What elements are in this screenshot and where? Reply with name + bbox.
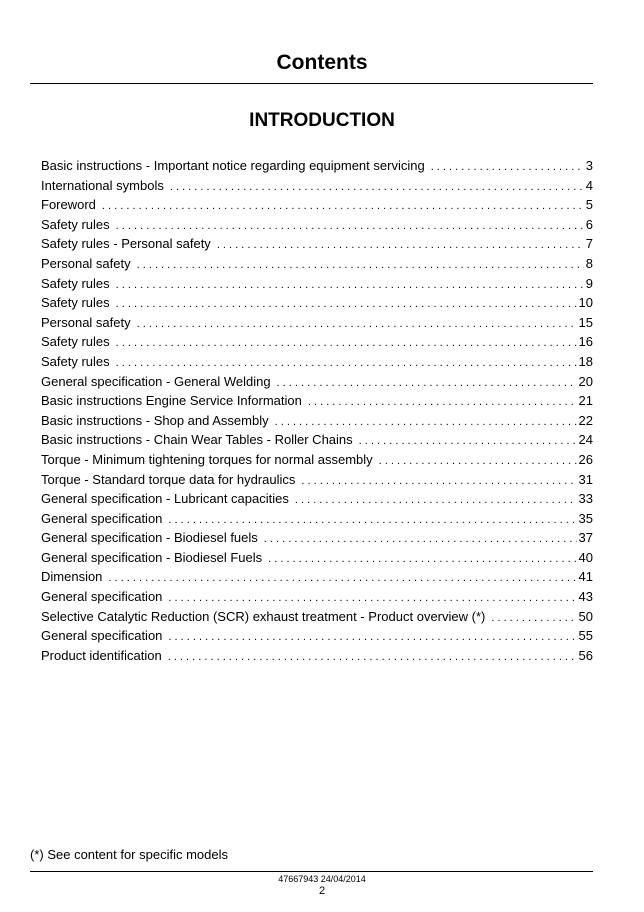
toc-entry-page: 3 (585, 158, 593, 173)
toc-entry-page: 10 (578, 295, 593, 311)
toc-entry-page: 20 (578, 373, 593, 389)
toc-dot-leader (116, 276, 584, 296)
toc-entry-page: 16 (578, 334, 593, 350)
table-of-contents (41, 156, 593, 665)
toc-dot-leader (379, 452, 577, 472)
toc-entry-title: General specification (41, 510, 163, 526)
toc-entry-title: Safety rules (41, 353, 110, 369)
toc-dot-leader (264, 530, 577, 550)
toc-entry[interactable] (41, 411, 593, 431)
toc-entry[interactable] (41, 195, 593, 215)
toc-entry-title: Foreword (41, 197, 96, 213)
toc-dot-leader (102, 197, 584, 217)
toc-entry-page: 43 (578, 589, 593, 605)
toc-entry-title: Safety rules - Personal safety (41, 236, 211, 252)
toc-entry-page: 35 (578, 510, 593, 526)
toc-entry-page: 33 (578, 491, 593, 507)
toc-dot-leader (116, 334, 577, 354)
toc-entry-title: Basic instructions Engine Service Information (41, 393, 302, 409)
page-number: 2 (318, 885, 326, 897)
toc-entry[interactable] (41, 528, 593, 548)
toc-entry[interactable] (41, 391, 593, 411)
toc-entry[interactable] (41, 567, 593, 587)
toc-entry-title: Basic instructions - Important notice regarding equipment servicing (41, 158, 425, 173)
toc-entry-page: 7 (585, 236, 593, 252)
toc-entry-title: General specification (41, 628, 163, 644)
toc-entry-title: General specification - Biodiesel Fuels (41, 549, 263, 565)
toc-entry[interactable] (41, 587, 593, 607)
toc-entry-page: 31 (578, 471, 593, 487)
toc-entry-page: 50 (578, 608, 593, 624)
footer-divider (30, 871, 593, 872)
toc-entry[interactable] (41, 234, 593, 254)
toc-entry-page: 8 (585, 255, 593, 271)
toc-entry[interactable] (41, 489, 593, 509)
toc-dot-leader (116, 295, 577, 315)
toc-entry[interactable] (41, 509, 593, 529)
toc-entry-title: International symbols (41, 177, 164, 193)
toc-entry-page: 26 (578, 451, 593, 467)
toc-entry-title: Product identification (41, 647, 162, 663)
toc-entry-title: Torque - Standard torque data for hydraulics (41, 471, 296, 487)
toc-dot-leader (137, 256, 584, 276)
toc-entry-page: 4 (585, 177, 593, 193)
toc-dot-leader (277, 374, 577, 394)
toc-entry[interactable] (41, 215, 593, 235)
toc-entry-page: 37 (578, 530, 593, 546)
toc-dot-leader (301, 472, 576, 492)
toc-entry[interactable] (41, 548, 593, 568)
toc-entry-page: 55 (578, 628, 593, 644)
toc-entry-title: Torque - Minimum tightening torques for normal assembly (41, 451, 373, 467)
toc-dot-leader (431, 158, 584, 178)
toc-entry[interactable] (41, 607, 593, 627)
toc-entry[interactable] (41, 293, 593, 313)
toc-entry-page: 22 (578, 412, 593, 428)
document-id: 47667943 24/04/2014 (278, 874, 366, 884)
toc-entry-title: Selective Catalytic Reduction (SCR) exhaust treatment - Product overview (*) (41, 608, 486, 624)
toc-entry[interactable] (41, 352, 593, 372)
toc-entry-page: 9 (585, 275, 593, 291)
toc-dot-leader (217, 236, 584, 256)
toc-dot-leader (491, 609, 576, 629)
toc-entry[interactable] (41, 332, 593, 352)
toc-entry[interactable] (41, 372, 593, 392)
toc-entry-page: 41 (578, 569, 593, 585)
toc-dot-leader (168, 628, 576, 648)
toc-entry-page: 5 (585, 197, 593, 213)
toc-entry[interactable] (41, 254, 593, 274)
toc-entry[interactable] (41, 646, 593, 666)
toc-entry[interactable] (41, 626, 593, 646)
toc-entry[interactable] (41, 430, 593, 450)
toc-entry[interactable] (41, 470, 593, 490)
toc-entry-page: 21 (578, 393, 593, 409)
toc-entry-page: 24 (578, 432, 593, 448)
toc-entry[interactable] (41, 450, 593, 470)
toc-entry-page: 40 (578, 549, 593, 565)
toc-entry-page: 56 (578, 647, 593, 663)
toc-dot-leader (359, 432, 577, 452)
toc-entry[interactable] (41, 176, 593, 196)
footnote: (*) See content for specific models (30, 847, 228, 862)
toc-entry[interactable] (41, 274, 593, 294)
toc-entry-title: Personal safety (41, 314, 131, 330)
toc-entry-title: Safety rules (41, 334, 110, 350)
toc-dot-leader (170, 178, 584, 198)
toc-dot-leader (108, 569, 576, 589)
toc-entry-title: Basic instructions - Chain Wear Tables - Roller Chains (41, 432, 353, 448)
toc-entry-title: Safety rules (41, 295, 110, 311)
header-divider (30, 83, 593, 84)
toc-entry-title: Basic instructions - Shop and Assembly (41, 412, 269, 428)
section-heading: INTRODUCTION (249, 110, 395, 131)
toc-entry-page: 18 (578, 353, 593, 369)
toc-entry-page: 15 (578, 314, 593, 330)
toc-entry[interactable] (41, 156, 593, 176)
toc-entry-title: Safety rules (41, 216, 110, 232)
toc-entry[interactable] (41, 313, 593, 333)
toc-dot-leader (137, 315, 577, 335)
toc-dot-leader (308, 393, 577, 413)
toc-dot-leader (168, 648, 577, 668)
toc-entry-title: Dimension (41, 569, 103, 585)
toc-entry-title: General specification (41, 589, 163, 605)
toc-entry-title: Personal safety (41, 255, 131, 271)
toc-entry-page: 6 (585, 216, 593, 232)
toc-entry-title: General specification - Lubricant capacities (41, 491, 289, 507)
toc-entry-title: General specification - General Welding (41, 373, 271, 389)
toc-entry-title: Safety rules (41, 275, 110, 291)
toc-dot-leader (295, 491, 577, 511)
toc-dot-leader (268, 550, 576, 570)
toc-entry-title: General specification - Biodiesel fuels (41, 530, 258, 546)
page-title: Contents (276, 51, 368, 74)
